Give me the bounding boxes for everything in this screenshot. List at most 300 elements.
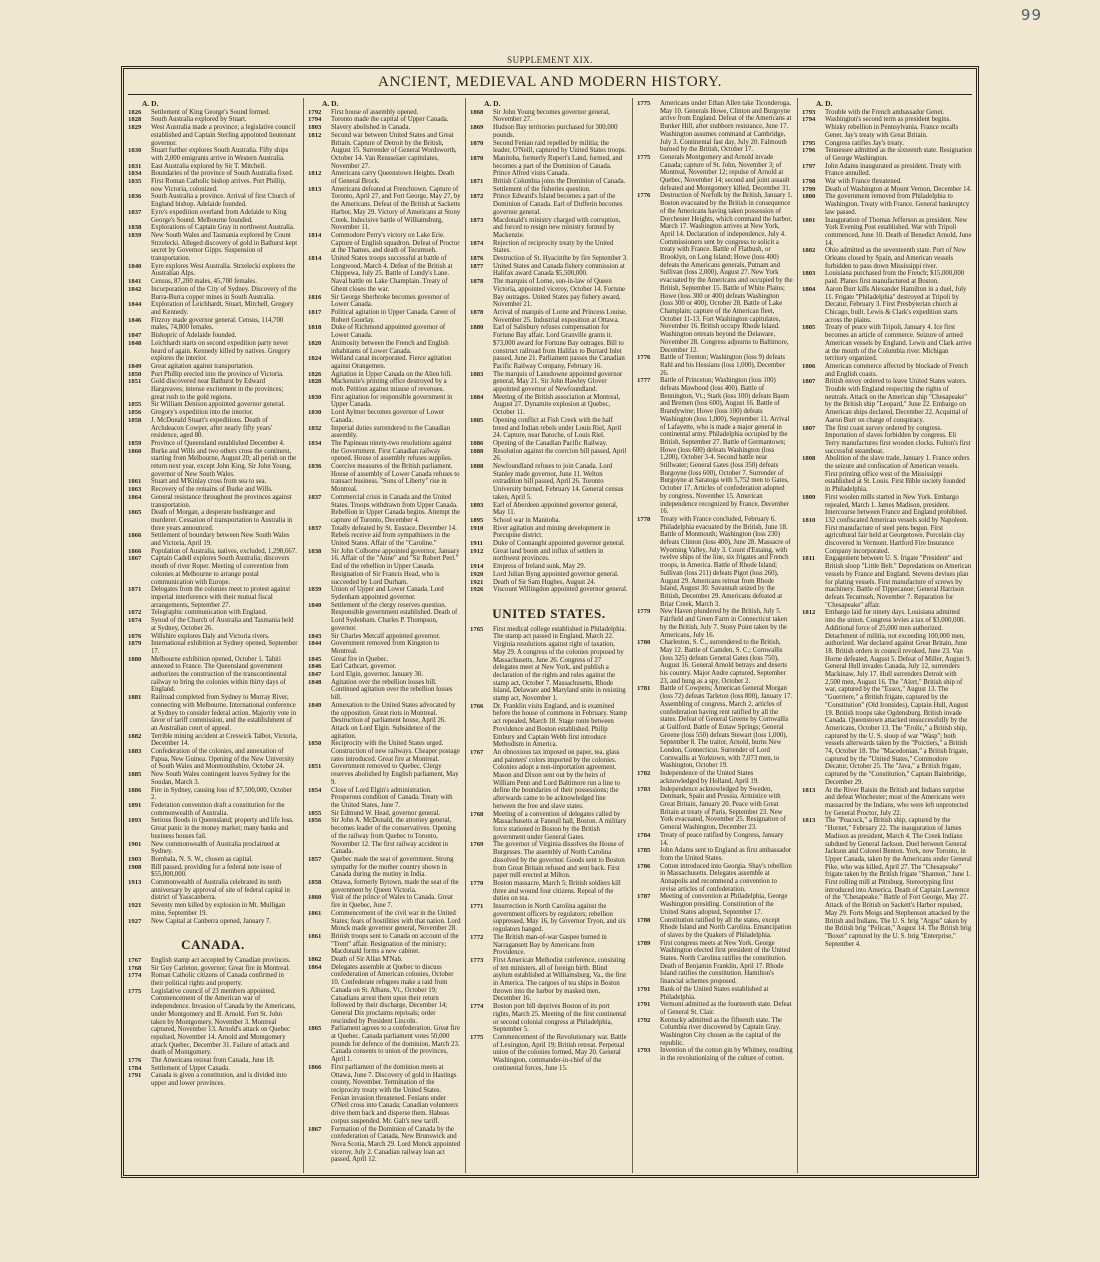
entry-year: 1792 (637, 1016, 651, 1024)
history-entry (128, 609, 298, 617)
entry-year: 1786 (637, 862, 651, 870)
entry-text: Delegates assemble at Quebec to discuss confederation of American colonies, October 10. Confederate refugees make a raid from Canada on St. Albans, Vt., October 19; Canadians arrest them upon their return followed by their discharge, December 14; General Dix proclaims reprisals; order rescinded by President Lincoln. (331, 963, 454, 1025)
history-entry (470, 571, 628, 579)
entry-year: 1873 (470, 216, 484, 224)
entry-year: 1870 (470, 154, 484, 162)
entry-text: New commonwealth of Australia proclaimed at Sydney. (151, 840, 280, 856)
history-entry (308, 425, 461, 440)
history-entry (128, 586, 298, 609)
history-entry (128, 879, 298, 902)
history-entry (128, 856, 298, 864)
history-entry (470, 703, 628, 749)
entry-year: 1848 (308, 678, 322, 686)
entry-year: 1865 (128, 509, 142, 517)
history-entry (802, 425, 972, 456)
entry-text: Melbourne exhibition opened, October 1. Tahiti annexed to France. The Queensland government authorizes the construction of the transcontinental railway to bring the colonies within thirty days of England. (151, 655, 287, 694)
entry-year: 1883 (470, 370, 484, 378)
history-entry (470, 255, 628, 263)
history-entry (128, 988, 298, 1057)
history-entry (470, 579, 628, 587)
entry-year: 1766 (470, 702, 484, 710)
entry-text: The Americans retreat from Canada, June 18. (151, 1057, 275, 1065)
entry-year: 1856 (128, 409, 142, 417)
entry-text: Great agitation against transportation. (151, 362, 254, 370)
entry-year: 1783 (637, 785, 651, 793)
history-entry (308, 255, 461, 294)
history-entry (470, 371, 628, 394)
entry-year: 1793 (802, 108, 816, 116)
entry-year: 1871 (470, 178, 484, 186)
history-entry (128, 409, 298, 417)
history-entry (128, 957, 298, 965)
entry-year: 1793 (637, 1047, 651, 1055)
entry-text: New Haven plundered by the British, July 5. Fairfield and Green Farm in Connecticut taken by the British, July 7. Stony Point taken by the Americans, July 16. (660, 608, 788, 639)
entry-year: 1838 (308, 547, 322, 555)
entry-text: Resolution against the coercion bill passed, April 26. (493, 447, 627, 463)
history-entry (308, 740, 461, 763)
entry-text: Burke and Wills and two others cross the continent, starting from Melbourne, August 20; all perish on the return next year, except John King. Sir John Young, governor of New South Wales. (151, 447, 297, 478)
entry-text: Lord Aylmer becomes governor of Lower Canada. (331, 409, 445, 424)
history-entry (637, 154, 793, 193)
entry-year: 1886 (128, 786, 142, 794)
history-entry (308, 640, 461, 655)
history-entry (802, 186, 972, 194)
column-divider (465, 98, 466, 1173)
entry-text: Willshire explores Daly and Victoria rivers. (151, 632, 270, 640)
entry-text: 132 confiscated American vessels sold by Napoleon. First manufacture of steel pens begun. First agricultural fair held at Georgetown. Porcelain clay discovered in Vermont. Hartford Fire Insurance Company incorporated. (825, 516, 969, 555)
entry-year: 1776 (637, 192, 651, 200)
entry-text: West Australia made a province; a legislative council established and Captain Sterling appointed lieutenant governor. (151, 124, 296, 147)
entry-year: 1829 (128, 124, 142, 132)
entry-text: Commodore Perry's victory on Lake Erie. Capture of English squadron. Defeat of Proctor at the Thames, and death of Tecumseh. (331, 231, 460, 255)
history-entry (128, 317, 298, 332)
history-entry (802, 147, 972, 162)
history-entry (128, 733, 298, 748)
entry-year: 1813 (308, 185, 322, 193)
entry-year: 1862 (308, 956, 322, 964)
history-entry (128, 417, 298, 440)
entry-year: 1768 (470, 810, 484, 818)
history-entry (637, 516, 793, 608)
entry-text: Lord Elgin, governor, January 30. (331, 671, 424, 679)
entry-year: 1860 (308, 894, 322, 902)
entry-year: 1804 (802, 285, 816, 293)
history-entry (470, 440, 628, 448)
history-entry (308, 633, 461, 641)
entry-text: John Adams sent to England as first ambassador from the United States. (660, 847, 792, 862)
entry-year: 1839 (128, 231, 142, 239)
entry-year: 1895 (470, 516, 484, 524)
entry-text: Terrible mining accident at Creswick Talbot, Victoria, December 14. (151, 732, 298, 748)
entry-year: 1775 (637, 100, 651, 107)
entry-year: 1837 (308, 524, 322, 532)
entry-year: 1820 (308, 339, 322, 347)
history-entry (308, 371, 461, 379)
entry-year: 1871 (128, 586, 142, 594)
entry-year: 1805 (802, 324, 816, 332)
entry-year: 1816 (308, 293, 322, 301)
entry-text: Gregory's expedition into the interior. (151, 409, 254, 417)
history-entry (308, 394, 461, 409)
entry-year: 1878 (470, 278, 484, 286)
history-entry (470, 957, 628, 1003)
canada-entries-late (470, 109, 628, 594)
history-entry (128, 509, 298, 532)
history-entry (470, 548, 628, 563)
ad-label: A. D. (322, 100, 339, 108)
history-entry (637, 986, 793, 1001)
entry-year: 1787 (637, 893, 651, 901)
entry-year: 1860 (128, 447, 142, 455)
entry-year: 1806 (802, 362, 816, 370)
history-entry (802, 817, 972, 948)
entry-year: 1776 (637, 354, 651, 362)
history-entry (308, 810, 461, 818)
entry-text: Imperial duties surrendered to the Canadian assembly. (331, 424, 451, 440)
entry-year: 1848 (128, 339, 142, 347)
history-entry (308, 787, 461, 810)
entry-year: 1874 (470, 239, 484, 247)
history-entry (308, 1064, 461, 1126)
history-entry (308, 956, 461, 964)
entry-year: 1810 (802, 516, 816, 524)
entry-text: Second war between United States and Great Britain. Capture of Detroit by the British, August 15. Surrender of General Wordsworth, October 14. Van Rensselaer capitulates, November 27. (331, 131, 457, 170)
entry-text: Meeting of the British association at Montreal, August 27. Dynamite explosion at Quebec, October 11. (493, 393, 621, 417)
entry-year: 1888 (470, 463, 484, 471)
entry-text: First medical college established in Philadelphia. The stamp act passed in England, March 22. Virginia resolutions against right of taxation, May 29. A congress of the colonies proposed by Massachusetts, June 26. Congress of 27 delegates meet at New York, and publish a declaration of the rights and rules against the stamp act, October 7. Massachusetts, Rhode Island, Delaware and Maryland unite in resisting stamp act, November 1. (493, 625, 627, 703)
entry-text: Confederation of the colonies, and annexation of Papua, New Guinea. Opening of the New University of South Wales and Monmouthshire, October 24. (151, 748, 295, 771)
entry-text: Americans carry Queenstown Heights. Death of General Brock. (331, 170, 455, 186)
entry-year: 1893 (470, 501, 484, 509)
entry-year: 1784 (128, 1064, 142, 1072)
entry-year: 1883 (128, 748, 142, 756)
entry-year: 1882 (128, 732, 142, 740)
entry-text: Earl of Salisbury refuses compensation for Fortune Bay affair. Lord Granville grants it. $73,000 award for Fortune Bay outrages. Bill to construct railroad from Halifax to Burrard Inlet passed, June 21. Parliament passes the Canadian Pacific Railway Company, February 16. (493, 324, 625, 370)
entry-text: Meeting of a convention of delegates called by Massachusetts at Faneuil hall, Boston. A military force stationed in Boston by the British government under General Gates. (493, 810, 627, 841)
history-entry (802, 217, 972, 248)
entry-year: 1912 (470, 547, 484, 555)
entry-text: Census, 87,200 males, 45,700 females. (151, 278, 257, 286)
history-entry (128, 401, 298, 409)
entry-year: 1807 (802, 378, 816, 386)
entry-year: 1791 (637, 985, 651, 993)
history-entry (128, 656, 298, 695)
entry-year: 1866 (308, 1063, 322, 1071)
entry-year: 1768 (128, 964, 142, 972)
entry-year: 1921 (470, 578, 484, 586)
entry-text: Great fire in Quebec. (331, 655, 389, 663)
history-entry (128, 864, 298, 879)
entry-text: British Columbia joins the Dominion of Canada. Settlement of the fisheries question. (493, 178, 626, 193)
entry-text: New South Wales and Tasmania explored by Count Strzelecki. Alleged discovery of gold in Bathurst kept secret by Governor Gipps. Suspension of transportation. (151, 231, 298, 263)
entry-year: 1845 (308, 655, 322, 663)
entry-text: East Australia explored by Sir T. Mitchell. (151, 162, 266, 170)
entry-text: Gold discovered near Bathurst by Edward Hargreaves; intense excitement in the provinces; great rush to the gold regions. (151, 378, 284, 401)
page-number: 99 (1020, 6, 1042, 24)
history-entry (308, 1025, 461, 1064)
entry-text: Commencement of the civil war in the United States; fears of hostilities with that nation. Lord Monck made governor general, November 28. (331, 909, 461, 933)
entry-year: 1803 (308, 124, 322, 132)
history-entry (802, 163, 972, 178)
history-entry (128, 640, 298, 655)
history-entry (470, 1034, 628, 1073)
entry-text: Viscount Willingdon appointed governor general. (493, 586, 628, 594)
entry-year: 1824 (308, 355, 322, 363)
entry-text: Settlement of boundary between New South Wales and Victoria, April 19. (151, 532, 290, 548)
history-entry (308, 309, 461, 324)
history-entry (128, 972, 298, 987)
entry-text: The government removed from Philadelphia to Washington. Treaty with France. General bankruptcy law passed. (825, 193, 970, 216)
entry-year: 1881 (128, 694, 142, 702)
entry-year: 1878 (470, 308, 484, 316)
column-divider (303, 98, 304, 1173)
entry-text: Roman Catholic citizens of Canada confirmed in their political rights and property. (151, 972, 284, 988)
entry-text: Ohio admitted as the seventeenth state. Port of New Orleans closed by Spain, and American vessels forbidden to pass down Mississippi river. (825, 247, 966, 270)
entry-year: 1796 (802, 147, 816, 155)
history-entry (802, 109, 972, 117)
entry-year: 1903 (128, 855, 142, 863)
history-entry (802, 494, 972, 517)
entry-year: 1791 (128, 1072, 142, 1080)
history-entry (637, 847, 793, 862)
history-entry (128, 232, 298, 263)
entry-year: 1920 (470, 570, 484, 578)
history-entry (128, 787, 298, 802)
history-entry (470, 749, 628, 811)
entry-text: Washington's second term as president begins. Whisky rebellion in Pennsylvania. France recalls Genet. Jay's treaty with Great Britain. (825, 116, 959, 139)
history-entry (308, 124, 461, 132)
entry-text: Government removed to Quebec. Clergy reserves abolished by English parliament, May 9. (331, 763, 459, 786)
entry-text: The Papineau ninety-two resolutions against the Government. First Canadian railway opened. House of assembly refuses supplies. (331, 439, 453, 463)
history-entry (128, 178, 298, 193)
history-entry (128, 116, 298, 124)
history-entry (308, 355, 461, 370)
entry-text: English stamp act accepted by Canadian provinces. (151, 956, 291, 964)
entry-text: Macdonald's ministry charged with corruption, and forced to resign new ministry formed by Mackenzie. (493, 216, 621, 239)
history-entry (637, 770, 793, 785)
history-entry (470, 124, 628, 139)
entry-text: First agitation for responsible government in Upper Canada. (331, 393, 453, 409)
history-entry (308, 933, 461, 956)
united-states-entries (470, 626, 628, 1073)
entry-year: 1926 (470, 586, 484, 594)
entry-text: Battle of Trenton; Washington (loss 9) defeats Rahl and his Hessians (loss 1,000), December 26. (660, 354, 786, 377)
entry-year: 1858 (308, 879, 322, 887)
entry-year: 1876 (128, 632, 142, 640)
entry-year: 1851 (308, 763, 322, 771)
entry-text: Seventy men killed by explosion in Mt. Mulligan mine, September 19. (151, 902, 286, 917)
entry-year: 1864 (308, 963, 322, 971)
entry-text: Delegates from the colonies meet to protest against imperial interference with their mutual fiscal arrangements, September 27. (151, 586, 291, 609)
entry-year: 1775 (470, 1033, 484, 1041)
entry-text: Explorations of Captain Gray in northwest Australia. (151, 224, 295, 232)
history-entry (128, 965, 298, 973)
entry-year: 1794 (802, 116, 816, 124)
entry-text: Opening of the Canadian Pacific Railway. (493, 439, 608, 447)
history-entry (128, 841, 298, 856)
entry-text: Invention of the cotton gin by Whitney, resulting in the revolutionizing of the culture of cotton. (660, 1047, 793, 1063)
entry-text: Manitoba, formerly Rupert's Land, formed, and becomes a part of the Dominion of Canada. Prince Alfred visits Canada. (493, 154, 623, 178)
entry-text: Telegraphic communication with England. (151, 609, 267, 617)
history-entry (128, 371, 298, 379)
history-entry (128, 817, 298, 840)
entry-text: Federation convention draft a constitution for the commonwealth of Australia. (151, 801, 285, 817)
entry-year: 1877 (470, 262, 484, 270)
entry-year: 1842 (128, 285, 142, 293)
entry-year: 1844 (308, 640, 322, 648)
entry-text: Sir John Young becomes governor general, November 27. (493, 108, 610, 124)
entry-year: 1781 (637, 685, 651, 693)
history-entry (637, 786, 793, 832)
entry-year: 1837 (128, 208, 142, 216)
entry-text: Tennessee admitted as the sixteenth state. Resignation of George Washington. (825, 147, 972, 162)
entry-text: New South Wales contingent leaves Sydney for the Soudan, March 3. (151, 771, 291, 786)
entry-year: 1773 (470, 956, 484, 964)
history-entry (128, 532, 298, 547)
entry-text: Union of Upper and Lower Canada. Lord Sydenham appointed governor. (331, 586, 444, 601)
history-entry (128, 748, 298, 771)
entry-text: British envoy ordered to leave United States waters. Trouble with England respecting the rights of neutrals. Attack on the American ship "Chesapeake" by the British ship "Leopard," June 22. Embargo on American ships declared, December 22. Acquittal of Aaron Burr on charge of conspiracy. (825, 378, 968, 424)
entry-text: Treaty of peace ratified by Congress, January 14. (660, 831, 784, 847)
entry-text: Ottawa, formerly Bytown, made the seat of the government by Queen Victoria. (331, 879, 459, 894)
entry-year: 1867 (308, 1125, 322, 1133)
entry-text: Lord Julian Byng appointed governor general. (493, 570, 619, 578)
entry-year: 1814 (308, 231, 322, 239)
entry-text: Aaron Burr kills Alexander Hamilton in a duel, July 11. Frigate "Philadelphia" destroyed at Tripoli by Decatur, February 3. First Presbyterian church at Chicago, built. Lewis & Clark's expedition starts across the plains. (825, 285, 967, 324)
history-entry (637, 377, 793, 516)
entry-year: 1861 (128, 478, 142, 486)
column-divider (632, 98, 633, 1173)
entry-year: 1901 (128, 840, 142, 848)
entry-text: Agitation in Upper Canada on the Alien bill. (331, 370, 452, 378)
entry-text: Sir Guy Carleton, governor. Great fire in Montreal. (151, 964, 290, 972)
entry-year: 1782 (637, 770, 651, 778)
entry-year: 1927 (128, 917, 142, 925)
entry-text: Formation of the Dominion of Canada by the confederation of Canada, New Brunswick and Nova Scotia, March 29. Lord Monck appointed viceroy, July 2. Canadian railway loan act passed, April 12. (331, 1125, 461, 1164)
entry-text: Second Fenian raid repelled by militia; the leader, O'Neill, captured by United States troops. (493, 139, 627, 155)
entry-text: Cotton introduced into Georgia. Shay's rebellion in Massachusetts. Delegates assemble at Annapolis and recommend a convention to revise articles of confederation. (660, 862, 792, 893)
entry-text: General resistance throughout the provinces against transportation. (151, 493, 292, 509)
entry-year: 1774 (470, 1003, 484, 1011)
entry-year: 1791 (637, 1001, 651, 1009)
history-entry (308, 964, 461, 1026)
entry-year: 1850 (308, 740, 322, 748)
entry-text: First Roman Catholic bishop arrives. Port Phillip, now Victoria, colonized. (151, 178, 286, 193)
history-entry (470, 155, 628, 178)
entry-year: 1855 (308, 809, 322, 817)
entry-text: Earl of Aberdeen appointed governor general, May 11. (493, 501, 618, 517)
history-entry (128, 163, 298, 171)
entry-year: 1795 (802, 139, 816, 147)
entry-year: 1869 (470, 124, 484, 132)
entry-text: The first coast survey ordered by congress. Importation of slaves forbidden by congress. Eli Terry manufactures first wooden clocks. Fulton's first successful steamboat. (825, 424, 971, 455)
entry-text: Death of Morgan, a desperate bushranger and murderer. Cessation of transportation to Australia in three years announced. (151, 509, 293, 532)
entry-year: 1921 (128, 902, 142, 910)
history-entry (128, 617, 298, 632)
entry-year: 1779 (637, 608, 651, 616)
history-entry (128, 548, 298, 556)
entry-text: Duke of Richmond appointed governor of Lower Canada. (331, 324, 446, 340)
column-4 (637, 100, 793, 1170)
entry-year: 1769 (470, 841, 484, 849)
entry-text: The "Peacock," a British ship, captured by the "Hornet," February 22. The inauguration of James Madison as president, March 4. The Creek Indians subdued by General Jackson. Duel between General Jackson and Colonel Benton. York, now Toronto, in Upper Canada, taken by the Americans under General Pike, who was killed, April 27. The "Chesapeake" frigate taken by the British frigate "Shannon," June 1. First rolling mill at Pittsburg. Stereotyping first introduced into America. Death of Captain Lawrence of the "Chesapeake." Battle of Fort George, May 27. Attack of the British on Sackett's Harbor repulsed, May 29. Forts Meigs and Stephenson attacked by the British and Indians. The U. S. brig "Argus" taken by the British brig "Pelican," August 14. The British brig "Boxer" captured by the U. S. brig "Enterprise," September 4. (825, 817, 972, 948)
entry-year: 1785 (637, 847, 651, 855)
history-entry (128, 694, 298, 733)
entry-text: Recovery of the remains of Burke and Wills. (151, 486, 273, 494)
entry-text: First woolen mills started in New York. Embargo repealed, March 1. James Madison, president. Intercourse between France and England prohibited. (825, 493, 968, 517)
entry-text: Kentucky admitted as the fifteenth state. The Columbia river discovered by Captain Gray. Washington City chosen as the capital of the republic. (660, 1016, 782, 1047)
history-entry (128, 363, 298, 371)
entry-year: 1778 (637, 515, 651, 523)
entry-text: River agitation and mining development in Porcupine district. (493, 524, 610, 540)
history-entry (128, 109, 298, 117)
history-entry (308, 232, 461, 255)
entry-text: Engagement between U. S. frigate "President" and British sloop "Little Belt." Depredations on American vessels by France and England. Stevens devises plan for plating vessels. First manufacture of screws by machinery. Battle of Tippecanoe; General Harrison defeats Tecumseh, November 7. Reparation for "Chesapeake" affair. (825, 555, 972, 609)
entry-year: 1846 (128, 316, 142, 324)
history-entry (128, 802, 298, 817)
entry-text: Destruction of Norfolk by the British, January 1. Boston evacuated by the British in consequence of the Americans having taken possession of Dorchester Heights, which command the harbor, March 17. Washington arrives at New York, April 14. Declaration of independence, July 4. Commissioners sent by congress to solicit a treaty with France. Battle of Flatbush, or Brooklyn, on Long Island; Howe (loss 400) defeats the Americans generals, Putnam and Sullivan (loss 2,000), August 27. New York evacuated by the Americans and occupied by the British, September 15. Battle of White Plains; Howe (loss 300 or 400) defeats Washington (loss 300 or 400), October 28. Battle of Lake Champlain; capture of the American fleet, October 11-13. Fort Washington capitulates, November 16. British occupy Rhode Island. Washington retreats beyond the Delaware, November 28. Congress adjourns to Baltimore, December 12. (660, 192, 793, 354)
ad-label: A. D. (142, 100, 159, 108)
history-entry (308, 109, 461, 117)
entry-year: 1840 (308, 601, 322, 609)
entry-year: 1817 (308, 308, 322, 316)
entry-text: Commonwealth of Australia celebrated its tenth anniversary by approval of site of federal capital in district of Yasscanberra. (151, 879, 290, 902)
entry-text: The British man-of-war Gaspee burned in Narragansett Bay by Americans from Providence. (493, 933, 607, 957)
history-entry (470, 263, 628, 278)
entry-year: 1876 (470, 255, 484, 263)
entry-text: Settlement of King George's Sound formed. (151, 108, 271, 116)
entry-text: Stuart and M'Kinlay cross from sea to sea. (151, 478, 267, 486)
entry-text: Americans defeated at Frenchtown. Capture of Toronto, April 27, and Fort George, May 27, by the Americans. Defeat of the British at Sacketts Harbor, May 29. Victory of Americans at Stony Creek. Indecisive battle of Williamsburg, November 11. (331, 185, 461, 232)
history-entry (470, 841, 628, 880)
entry-text: Synod of the Church of Australia and Tasmania held at Sydney, October 26. (151, 617, 294, 632)
entry-year: 1828 (128, 116, 142, 124)
entry-year: 1803 (802, 270, 816, 278)
history-entry (802, 116, 972, 139)
entry-year: 1855 (128, 401, 142, 409)
entry-text: At the River Raisin the British and Indians surprise and defeat Winchester; most of the Americans were massacred by the Indians, who were left unprotected by General Proctor, July 22. (825, 786, 969, 817)
history-entry (308, 494, 461, 525)
entry-year: 1836 (308, 463, 322, 471)
history-entry (470, 217, 628, 240)
entry-text: Duke of Connaught appointed governor general. (493, 540, 625, 548)
history-entry (637, 354, 793, 377)
history-entry (128, 918, 298, 926)
history-entry (308, 170, 461, 185)
entry-year: 1771 (470, 903, 484, 911)
history-entry (308, 132, 461, 171)
history-entry (470, 811, 628, 842)
entry-text: Bank of the United States established at Philadelphia. (660, 985, 769, 1001)
entry-year: 1808 (802, 455, 816, 463)
entry-text: Government removed from Kingston to Montreal. (331, 640, 439, 655)
entry-year: 1914 (470, 563, 484, 571)
history-entry (128, 340, 298, 363)
history-entry (308, 116, 461, 124)
history-entry (128, 147, 298, 162)
entry-text: Empress of Ireland sunk, May 29. (493, 563, 586, 571)
entry-text: International exhibition at Sydney opened, September 17. (151, 640, 298, 655)
entry-year: 1813 (802, 817, 816, 825)
entry-year: 1872 (128, 609, 142, 617)
entry-year: 1776 (128, 1057, 142, 1065)
entry-text: First American Methodist conference, consisting of ten ministers, all of foreign birth. Blind asylum established at Williamsburg, Va., the first in America. The cargoes of tea ships in Boston thrown into the harbor by masked men, December 16. (493, 956, 627, 1003)
entry-text: Inauguration of Thomas Jefferson as president. New York Evening Post established. War with Tripoli commenced, June 10. Death of Benedict Arnold, June 14. (825, 216, 972, 247)
history-entry (308, 702, 461, 741)
entry-year: 1861 (308, 909, 322, 917)
history-entry (637, 192, 793, 354)
entry-text: Insurrection in North Carolina against the government officers by regulators; rebellion suppressed, May 16, by Governor Tryon, and six regulators hanged. (493, 903, 626, 934)
